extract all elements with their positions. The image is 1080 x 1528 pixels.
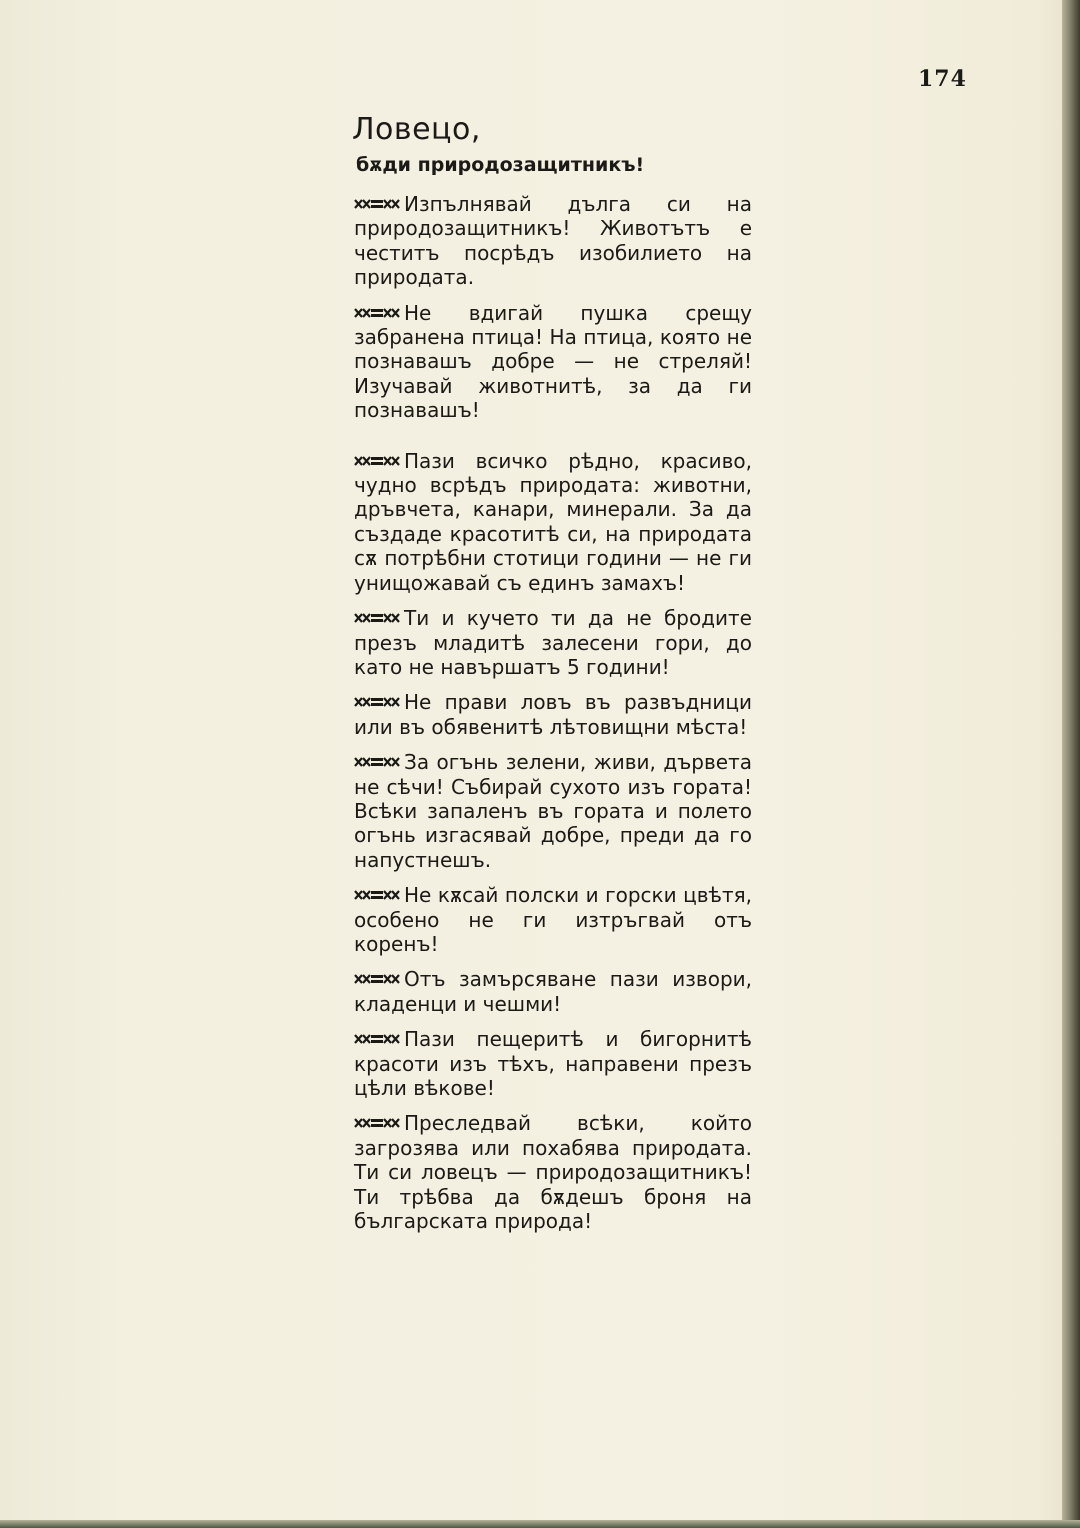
rule-text: Изпълнявай дълга си на природозащитникъ! Животътъ е честитъ посрѣдъ изобилието на природата. xyxy=(354,192,752,290)
book-page-edge xyxy=(1062,0,1080,1528)
ornament-bullet-icon xyxy=(354,1117,400,1129)
ornament-bullet-icon xyxy=(354,756,400,768)
rule-text: За огънь зелени, живи, дървета не сѣчи! Събирай сухото изъ гората! Всѣки запаленъ въ гората и полето огънь изгасявай добре, преди да го напустнешъ. xyxy=(354,750,752,872)
rule-text: Пази пещеритѣ и бигорнитѣ красоти изъ тѣхъ, направени презъ цѣли вѣкове! xyxy=(354,1027,752,1100)
ornament-bullet-icon xyxy=(354,198,400,210)
page-content xyxy=(352,110,752,1244)
ornament-bullet-icon xyxy=(354,1033,400,1045)
page-subtitle: бѫди природозащитникъ! xyxy=(356,154,645,176)
page-number: 174 xyxy=(918,66,967,92)
ornament-bullet-icon xyxy=(354,889,400,901)
rule-paragraph xyxy=(354,192,752,290)
rule-paragraph xyxy=(354,883,752,956)
ornament-bullet-icon xyxy=(354,696,400,708)
ornament-bullet-icon xyxy=(354,307,400,319)
ornament-bullet-icon xyxy=(354,455,400,467)
rule-paragraph xyxy=(354,967,752,1016)
book-bottom-edge xyxy=(0,1520,1080,1528)
ornament-bullet-icon xyxy=(354,612,400,624)
rule-paragraph xyxy=(354,449,752,595)
ornament-bullet-icon xyxy=(354,973,400,985)
page-title: Ловецо, xyxy=(352,112,481,147)
rule-text: Пази всичко рѣдно, красиво, чудно всрѣдъ природата: животни, дръвчета, канари, минерали. За да създаде красотитѣ си, на природата сѫ потрѣбни стотици години — не ги унищожавай съ единъ замахъ! xyxy=(354,448,752,595)
rule-paragraph xyxy=(354,750,752,872)
rule-text: Не вдигай пушка срещу забранена птица! На птица, която не познавашъ добре — не стреляй! Изучавай животнитѣ, за да ги познавашъ! xyxy=(354,300,752,423)
rule-paragraph xyxy=(354,1027,752,1100)
rule-paragraph xyxy=(354,1111,752,1233)
rules-list xyxy=(352,192,752,1233)
rule-text: Ти и кучето ти да не бродите презъ младитѣ залесени гори, до като не навършатъ 5 години! xyxy=(354,606,752,679)
rule-text: Не кѫсай полски и горски цвѣтя, особено не ги изтръгвай отъ коренъ! xyxy=(354,883,752,956)
rule-paragraph xyxy=(354,301,752,423)
rule-text: Не прави ловъ въ развъдници или въ обявенитѣ лѣтовищни мѣста! xyxy=(354,690,752,739)
rule-text: Отъ замърсяване пази извори, кладенци и чешми! xyxy=(354,967,752,1016)
rule-paragraph xyxy=(354,690,752,739)
rule-paragraph xyxy=(354,606,752,679)
rule-text: Преследвай всѣки, който загрозява или похабява природата. Ти си ловецъ — природозащитникъ! Ти трѣбва да бѫдешъ броня на българската природа! xyxy=(354,1111,752,1234)
